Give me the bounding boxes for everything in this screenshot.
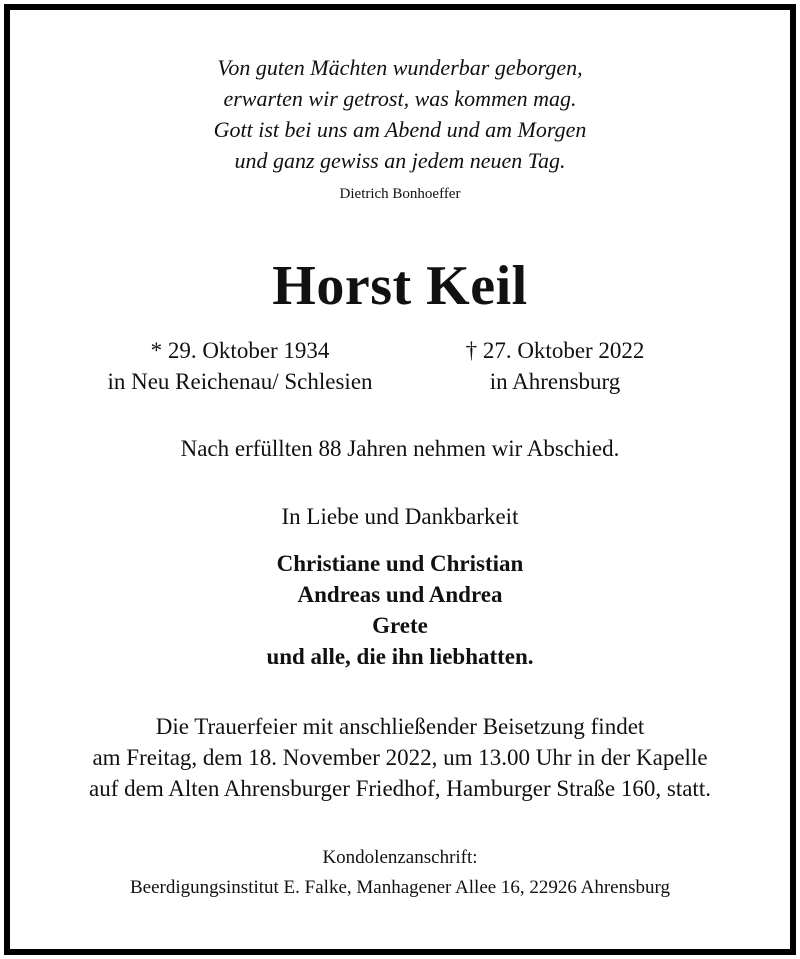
quote-line: Von guten Mächten wunderbar geborgen, — [217, 55, 583, 80]
birth-place: in Neu Reichenau/ Schlesien — [107, 369, 373, 394]
deceased-name: Horst Keil — [272, 255, 528, 317]
service-line: Die Trauerfeier mit anschließender Beisetzung findet — [155, 714, 645, 739]
death-date: † 27. Oktober 2022 — [465, 338, 645, 363]
farewell-text: Nach erfüllten 88 Jahren nehmen wir Abschied. — [180, 436, 620, 461]
service-line: auf dem Alten Ahrensburger Friedhof, Hamburger Straße 160, statt. — [89, 776, 711, 801]
family-list — [0, 548, 800, 672]
condolence-address: Beerdigungsinstitut E. Falke, Manhagener Allee 16, 22926 Ahrensburg — [129, 877, 670, 898]
family-member: und alle, die ihn liebhatten. — [266, 644, 534, 669]
quote-author: Dietrich Bonhoeffer — [339, 186, 461, 202]
family-member: Grete — [372, 613, 428, 638]
birth-date: * 29. Oktober 1934 — [150, 338, 330, 363]
dedication-text: In Liebe und Dankbarkeit — [281, 504, 519, 529]
quote-line: erwarten wir getrost, was kommen mag. — [223, 86, 577, 111]
quote-line: und ganz gewiss an jedem neuen Tag. — [234, 148, 566, 173]
family-member: Andreas und Andrea — [297, 582, 503, 607]
family-member: Christiane und Christian — [276, 551, 524, 576]
condolence-info — [0, 843, 800, 903]
death-place: in Ahrensburg — [489, 369, 621, 394]
condolence-heading: Kondolenzanschrift: — [322, 847, 478, 868]
service-info — [0, 711, 800, 804]
birth-info — [60, 335, 420, 397]
service-line: am Freitag, dem 18. November 2022, um 13.00 Uhr in der Kapelle — [92, 745, 708, 770]
quote — [0, 52, 800, 176]
quote-line: Gott ist bei uns am Abend und am Morgen — [213, 117, 587, 142]
death-info — [375, 335, 735, 397]
